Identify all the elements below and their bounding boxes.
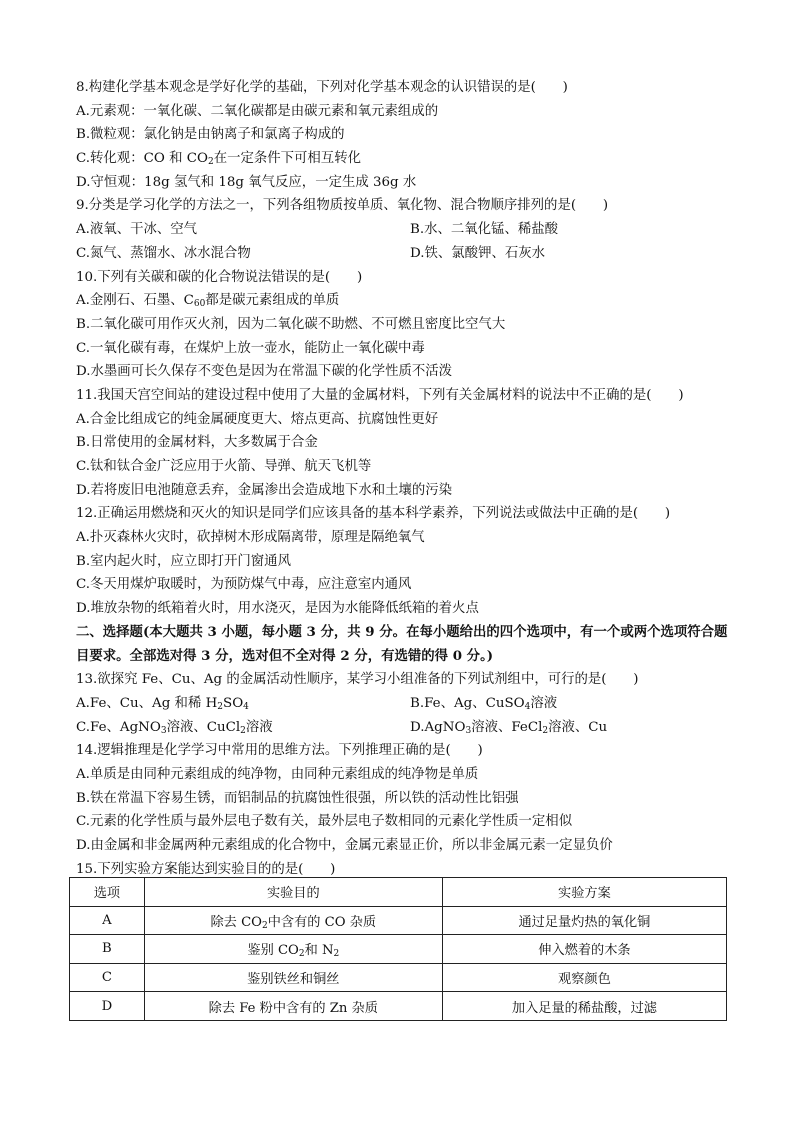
q13-option-d: D.AgNO$_3$溶液、FeCl$_2$溶液、Cu bbox=[410, 719, 608, 736]
q9-option-a: A.液氧、干冰、空气 bbox=[76, 222, 198, 238]
q10-option-c: C.一氧化碳有毒，在煤炉上放一壶水，能防止一氧化碳中毒 bbox=[76, 340, 425, 356]
q14-stem: 14.逻辑推理是化学学习中常用的思维方法。下列推理正确的是( ) bbox=[76, 743, 483, 759]
table-header-plan: 实验方案 bbox=[442, 878, 726, 907]
q11-option-a: A.合金比组成它的纯金属硬度更大、熔点更高、抗腐蚀性更好 bbox=[76, 411, 439, 427]
experiment-table bbox=[69, 877, 727, 1021]
q9-option-b: B.水、二氧化锰、稀盐酸 bbox=[410, 222, 559, 238]
table-cell-option: A bbox=[70, 906, 145, 935]
q14-option-d: D.由金属和非金属两种元素组成的化合物中，金属元素显正价，所以非金属元素一定显负价 bbox=[76, 838, 613, 854]
q12-option-a: A.扑灭森林火灾时，砍掉树木形成隔离带，原理是隔绝氧气 bbox=[76, 530, 425, 546]
table-row bbox=[70, 935, 727, 964]
q8-option-c: C.转化观：CO 和 $CO_2$在一定条件下可相互转化 bbox=[76, 151, 361, 168]
q10-option-b: B.二氧化碳可用作灭火剂，因为二氧化碳不助燃、不可燃且密度比空气大 bbox=[76, 316, 506, 332]
table-cell-option: B bbox=[70, 935, 145, 964]
q11-stem: 11.我国天宫空间站的建设过程中使用了大量的金属材料，下列有关金属材料的说法中不正确的是( ) bbox=[76, 387, 684, 403]
q8-option-d: D.守恒观：18g 氢气和 18g 氧气反应，一定生成 36g 水 bbox=[76, 174, 417, 190]
q8-stem: 8.构建化学基本观念是学好化学的基础，下列对化学基本观念的认识错误的是( ) bbox=[76, 80, 568, 95]
q15-stem: 15.下列实验方案能达到实验目的的是( ) bbox=[76, 861, 336, 877]
table-row bbox=[70, 906, 727, 935]
table-cell-plan: 加入足量的稀盐酸，过滤 bbox=[442, 992, 726, 1021]
table-row bbox=[70, 963, 727, 992]
q10-option-d: D.水墨画可长久保存不变色是因为在常温下碳的化学性质不活泼 bbox=[76, 364, 453, 380]
q9-options-row2 bbox=[76, 242, 728, 266]
q12-stem: 12.正确运用燃烧和灭火的知识是同学们应该具备的基本科学素养，下列说法或做法中正确的是( ) bbox=[76, 506, 671, 522]
q13-options-row1 bbox=[76, 692, 728, 716]
q11-option-d: D.若将废旧电池随意丢弃，金属渗出会造成地下水和土壤的污染 bbox=[76, 482, 453, 498]
section-2-heading: 二、选择题(本大题共 3 小题，每小题 3 分，共 9 分。在每小题给出的四个选项中，有一个或两个选项符合题目要求。全部选对得 3 分，选对但不全对得 2 分，有选错的得 0 分。) bbox=[76, 623, 728, 664]
table-row bbox=[70, 992, 727, 1021]
table-header-option: 选项 bbox=[70, 878, 145, 907]
table-header-purpose: 实验目的 bbox=[144, 878, 442, 907]
q9-option-d: D.铁、氯酸钾、石灰水 bbox=[410, 245, 546, 261]
q8-option-b: B.微粒观：氯化钠是由钠离子和氯离子构成的 bbox=[76, 127, 345, 143]
q13-options-row2 bbox=[76, 716, 728, 740]
q13-option-a: A.Fe、Cu、Ag 和稀 $H_2SO_4$ bbox=[76, 695, 249, 712]
table-cell-option: C bbox=[70, 963, 145, 992]
q9-options-row1 bbox=[76, 218, 728, 242]
table-cell-purpose: 鉴别 $CO_2$和 $N_2$ bbox=[144, 935, 442, 964]
q9-option-c: C.氮气、蒸馏水、冰水混合物 bbox=[76, 245, 251, 261]
table-cell-purpose: 除去 Fe 粉中含有的 Zn 杂质 bbox=[144, 992, 442, 1021]
q13-stem: 13.欲探究 Fe、Cu、Ag 的金属活动性顺序，某学习小组准备的下列试剂组中，可行的是( ) bbox=[76, 672, 639, 688]
q14-option-b: B.铁在常温下容易生锈，而铝制品的抗腐蚀性很强，所以铁的活动性比铝强 bbox=[76, 790, 519, 806]
table-cell-plan: 观察颜色 bbox=[442, 963, 726, 992]
table-header-row bbox=[70, 878, 727, 907]
table-cell-purpose: 鉴别铁丝和铜丝 bbox=[144, 963, 442, 992]
exam-page bbox=[76, 76, 728, 881]
table-cell-plan: 通过足量灼热的氧化铜 bbox=[442, 906, 726, 935]
q13-option-c: C.Fe、AgNO$_3$溶液、CuCl$_2$溶液 bbox=[76, 719, 273, 736]
q11-option-c: C.钛和钛合金广泛应用于火箭、导弹、航天飞机等 bbox=[76, 459, 372, 474]
q10-option-a: A.金刚石、石墨、$C_{60}$都是碳元素组成的单质 bbox=[76, 293, 340, 310]
table-cell-option: D bbox=[70, 992, 145, 1021]
q12-option-c: C.冬天用煤炉取暖时，为预防煤气中毒，应注意室内通风 bbox=[76, 577, 412, 593]
table-cell-purpose: 除去 $CO_2$中含有的 CO 杂质 bbox=[144, 906, 442, 935]
q12-option-d: D.堆放杂物的纸箱着火时，用水浇灭，是因为水能降低纸箱的着火点 bbox=[76, 601, 479, 617]
table-cell-plan: 伸入燃着的木条 bbox=[442, 935, 726, 964]
q14-option-a: A.单质是由同种元素组成的纯净物，由同种元素组成的纯净物是单质 bbox=[76, 766, 479, 782]
q9-stem: 9.分类是学习化学的方法之一，下列各组物质按单质、氧化物、混合物顺序排列的是( ) bbox=[76, 198, 609, 214]
q14-option-c: C.元素的化学性质与最外层电子数有关，最外层电子数相同的元素化学性质一定相似 bbox=[76, 814, 573, 830]
q13-option-b: B.Fe、Ag、CuSO$_4$溶液 bbox=[410, 695, 558, 712]
q11-option-b: B.日常使用的金属材料，大多数属于合金 bbox=[76, 435, 318, 451]
q12-option-b: B.室内起火时，应立即打开门窗通风 bbox=[76, 553, 291, 569]
q10-stem: 10.下列有关碳和碳的化合物说法错误的是( ) bbox=[76, 269, 363, 285]
q8-option-a: A.元素观：一氧化碳、二氧化碳都是由碳元素和氧元素组成的 bbox=[76, 103, 439, 119]
